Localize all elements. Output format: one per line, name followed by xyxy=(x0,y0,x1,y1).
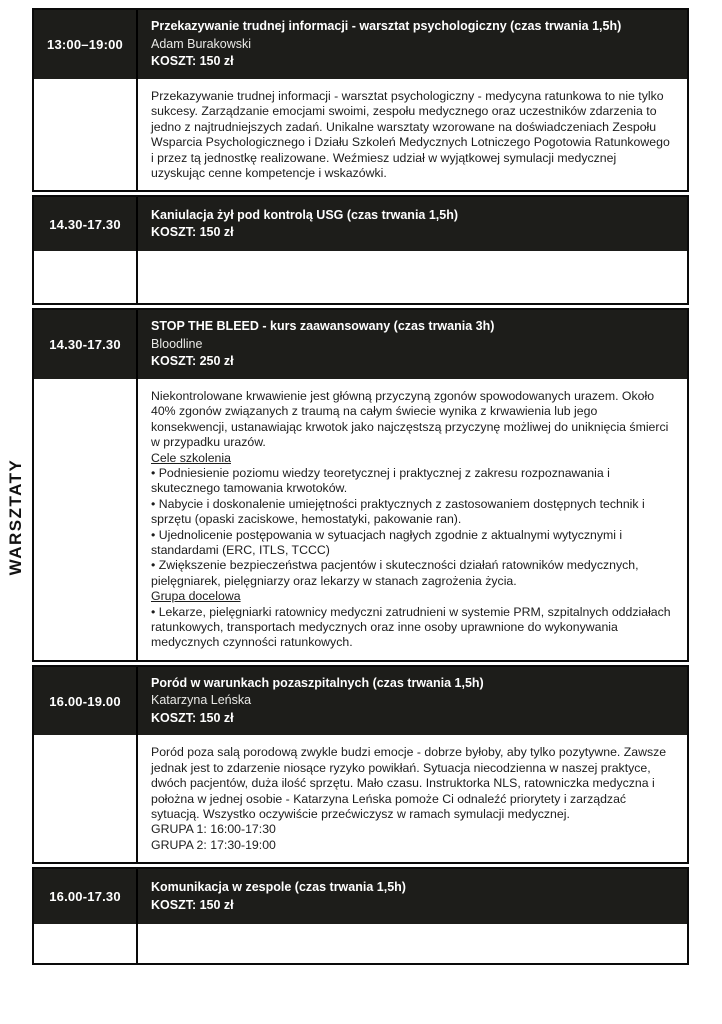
workshop-description-row xyxy=(34,379,687,660)
workshop-header-content xyxy=(138,10,687,79)
time-cell-empty xyxy=(34,79,138,190)
description-cell xyxy=(138,735,687,862)
group-schedule-line: GRUPA 2: 17:30-19:00 xyxy=(151,837,276,852)
time-cell: 16.00-17.30 xyxy=(34,869,138,924)
workshop-description-row xyxy=(34,79,687,190)
workshop-header-content xyxy=(138,667,687,736)
cost-label: KOSZT: 150 zł xyxy=(151,225,234,240)
presenter-name: Bloodline xyxy=(151,336,203,351)
workshop-header-row xyxy=(34,869,687,924)
bullet-item: • Nabycie i doskonalenie umiejętności praktycznych z zastosowaniem dostępnych technik i sprzętu (opaski zaciskowe, hemostatyki, pakowanie ran). xyxy=(151,496,645,527)
workshop-block xyxy=(32,867,689,965)
cost-label: KOSZT: 250 zł xyxy=(151,354,234,369)
workshop-block xyxy=(32,308,689,661)
bullet-item: • Ujednolicenie postępowania w sytuacjach nagłych zgodnie z aktualnymi wytycznymi i standardami (ERC, ITLS, TCCC) xyxy=(151,527,623,557)
group-schedule-line: GRUPA 1: 16:00-17:30 xyxy=(151,822,276,837)
sidebar-label-warsztaty: WARSZTATY xyxy=(6,458,25,576)
workshop-title: Kaniulacja żył pod kontrolą USG (czas trwania 1,5h) xyxy=(151,207,459,222)
description-cell-empty xyxy=(138,251,687,303)
description-cell-empty xyxy=(138,924,687,963)
workshop-header-row xyxy=(34,10,687,79)
cost-label: KOSZT: 150 zł xyxy=(151,710,234,725)
cost-label: KOSZT: 150 zł xyxy=(151,54,234,69)
workshop-block xyxy=(32,665,689,864)
time-cell: 13:00–19:00 xyxy=(34,10,138,79)
workshop-title: Komunikacja w zespole (czas trwania 1,5h) xyxy=(151,880,406,895)
time-cell-empty xyxy=(34,735,138,862)
description-intro: Niekontrolowane krwawienie jest główną przyczyną zgonów spowodowanych urazem. Około 40% zgonów związanych z traumą na całym świecie wynika z krwawienia lub jego konsekwencji, ustanawiając krwotok jako najczęstszą przyczynę możliwej do uniknięcia śmierci w przypadku urazów. xyxy=(151,388,669,450)
workshop-header-content xyxy=(138,197,687,251)
bullet-item: • Lekarze, pielęgniarki ratownicy medyczni zatrudnieni w systemie PRM, szpitalnych oddziałach ratunkowych, transportach medycznych oraz inne osoby uprawnione do wykonywania medycznych czynności ratunkowych. xyxy=(151,604,671,650)
workshop-header-content xyxy=(138,310,687,379)
workshop-block xyxy=(32,8,689,192)
bullet-item: • Zwiększenie bezpieczeństwa pacjentów i skuteczności działań ratowników medycznych, pielęgniarek, pielęgniarzy oraz lekarzy w stanach zagrożenia życia. xyxy=(151,558,639,588)
section-heading-goals: Cele szkolenia xyxy=(151,450,231,465)
description-text: Przekazywanie trudnej informacji - warsztat psychologiczny - medycyna ratunkowa to nie tylko sukcesy. Zarządzanie emocjami swoimi, zespołu medycznego oraz uczestników zdarzenia to jedno z najtrudniejszych zadań. Unikalne warsztaty wzorowane na doświadczeniach Zespołu Wsparcia Psychologicznego i Działu Szkoleń Medycznych Lotniczego Pogotowia Ratunkowego i przez tą jednostkę realizowane. Weźmiesz udział w wyjątkowej symulacji medycznej uzyskując cenne kompetencje i wskazówki. xyxy=(151,89,670,181)
workshop-title: Poród w warunkach pozaszpitalnych (czas trwania 1,5h) xyxy=(151,675,484,690)
bullet-item: • Podniesienie poziomu wiedzy teoretycznej i praktycznej z zakresu rozpoznawania i skutecznego tamowania krwotoków. xyxy=(151,465,610,496)
time-cell: 14.30-17.30 xyxy=(34,310,138,379)
time-cell: 14.30-17.30 xyxy=(34,197,138,251)
workshop-header-row xyxy=(34,310,687,379)
time-cell: 16.00-19.00 xyxy=(34,667,138,736)
workshop-description-row-empty xyxy=(34,924,687,963)
description-cell xyxy=(138,379,687,660)
presenter-name: Katarzyna Leńska xyxy=(151,693,252,708)
workshop-block xyxy=(32,195,689,305)
description-text: Poród poza salą porodową zwykle budzi emocje - dobrze byłoby, aby tylko pozytywne. Zawsze jednak jest to zdarzenie niosące ryzyko powikłań. Sytuacja niecodzienna w naszej praktyce, dwóch pacjentów, duża ilość sprzętu. Mało czasu. Instruktorka NLS, ratowniczka medyczna i położna w jednej osobie - Katarzyna Leńska pomoże Ci odnaleźć priorytety i zarządzać sytuacją. Wszystko oczywiście przećwiczysz w ramach symulacji medycznej. xyxy=(151,745,667,821)
workshop-description-row xyxy=(34,735,687,862)
workshop-description-row-empty xyxy=(34,251,687,303)
time-cell-empty xyxy=(34,251,138,303)
time-cell-empty xyxy=(34,924,138,963)
workshop-title: Przekazywanie trudnej informacji - warsztat psychologiczny (czas trwania 1,5h) xyxy=(151,19,622,34)
workshop-title: STOP THE BLEED - kurs zaawansowany (czas trwania 3h) xyxy=(151,319,495,334)
time-cell-empty xyxy=(34,379,138,660)
workshop-header-row xyxy=(34,197,687,251)
description-cell xyxy=(138,79,687,190)
presenter-name: Adam Burakowski xyxy=(151,36,252,51)
workshop-header-row xyxy=(34,667,687,736)
cost-label: KOSZT: 150 zł xyxy=(151,897,234,912)
workshop-schedule-table xyxy=(32,8,689,965)
section-heading-target-group: Grupa docelowa xyxy=(151,589,241,604)
workshop-header-content xyxy=(138,869,687,924)
